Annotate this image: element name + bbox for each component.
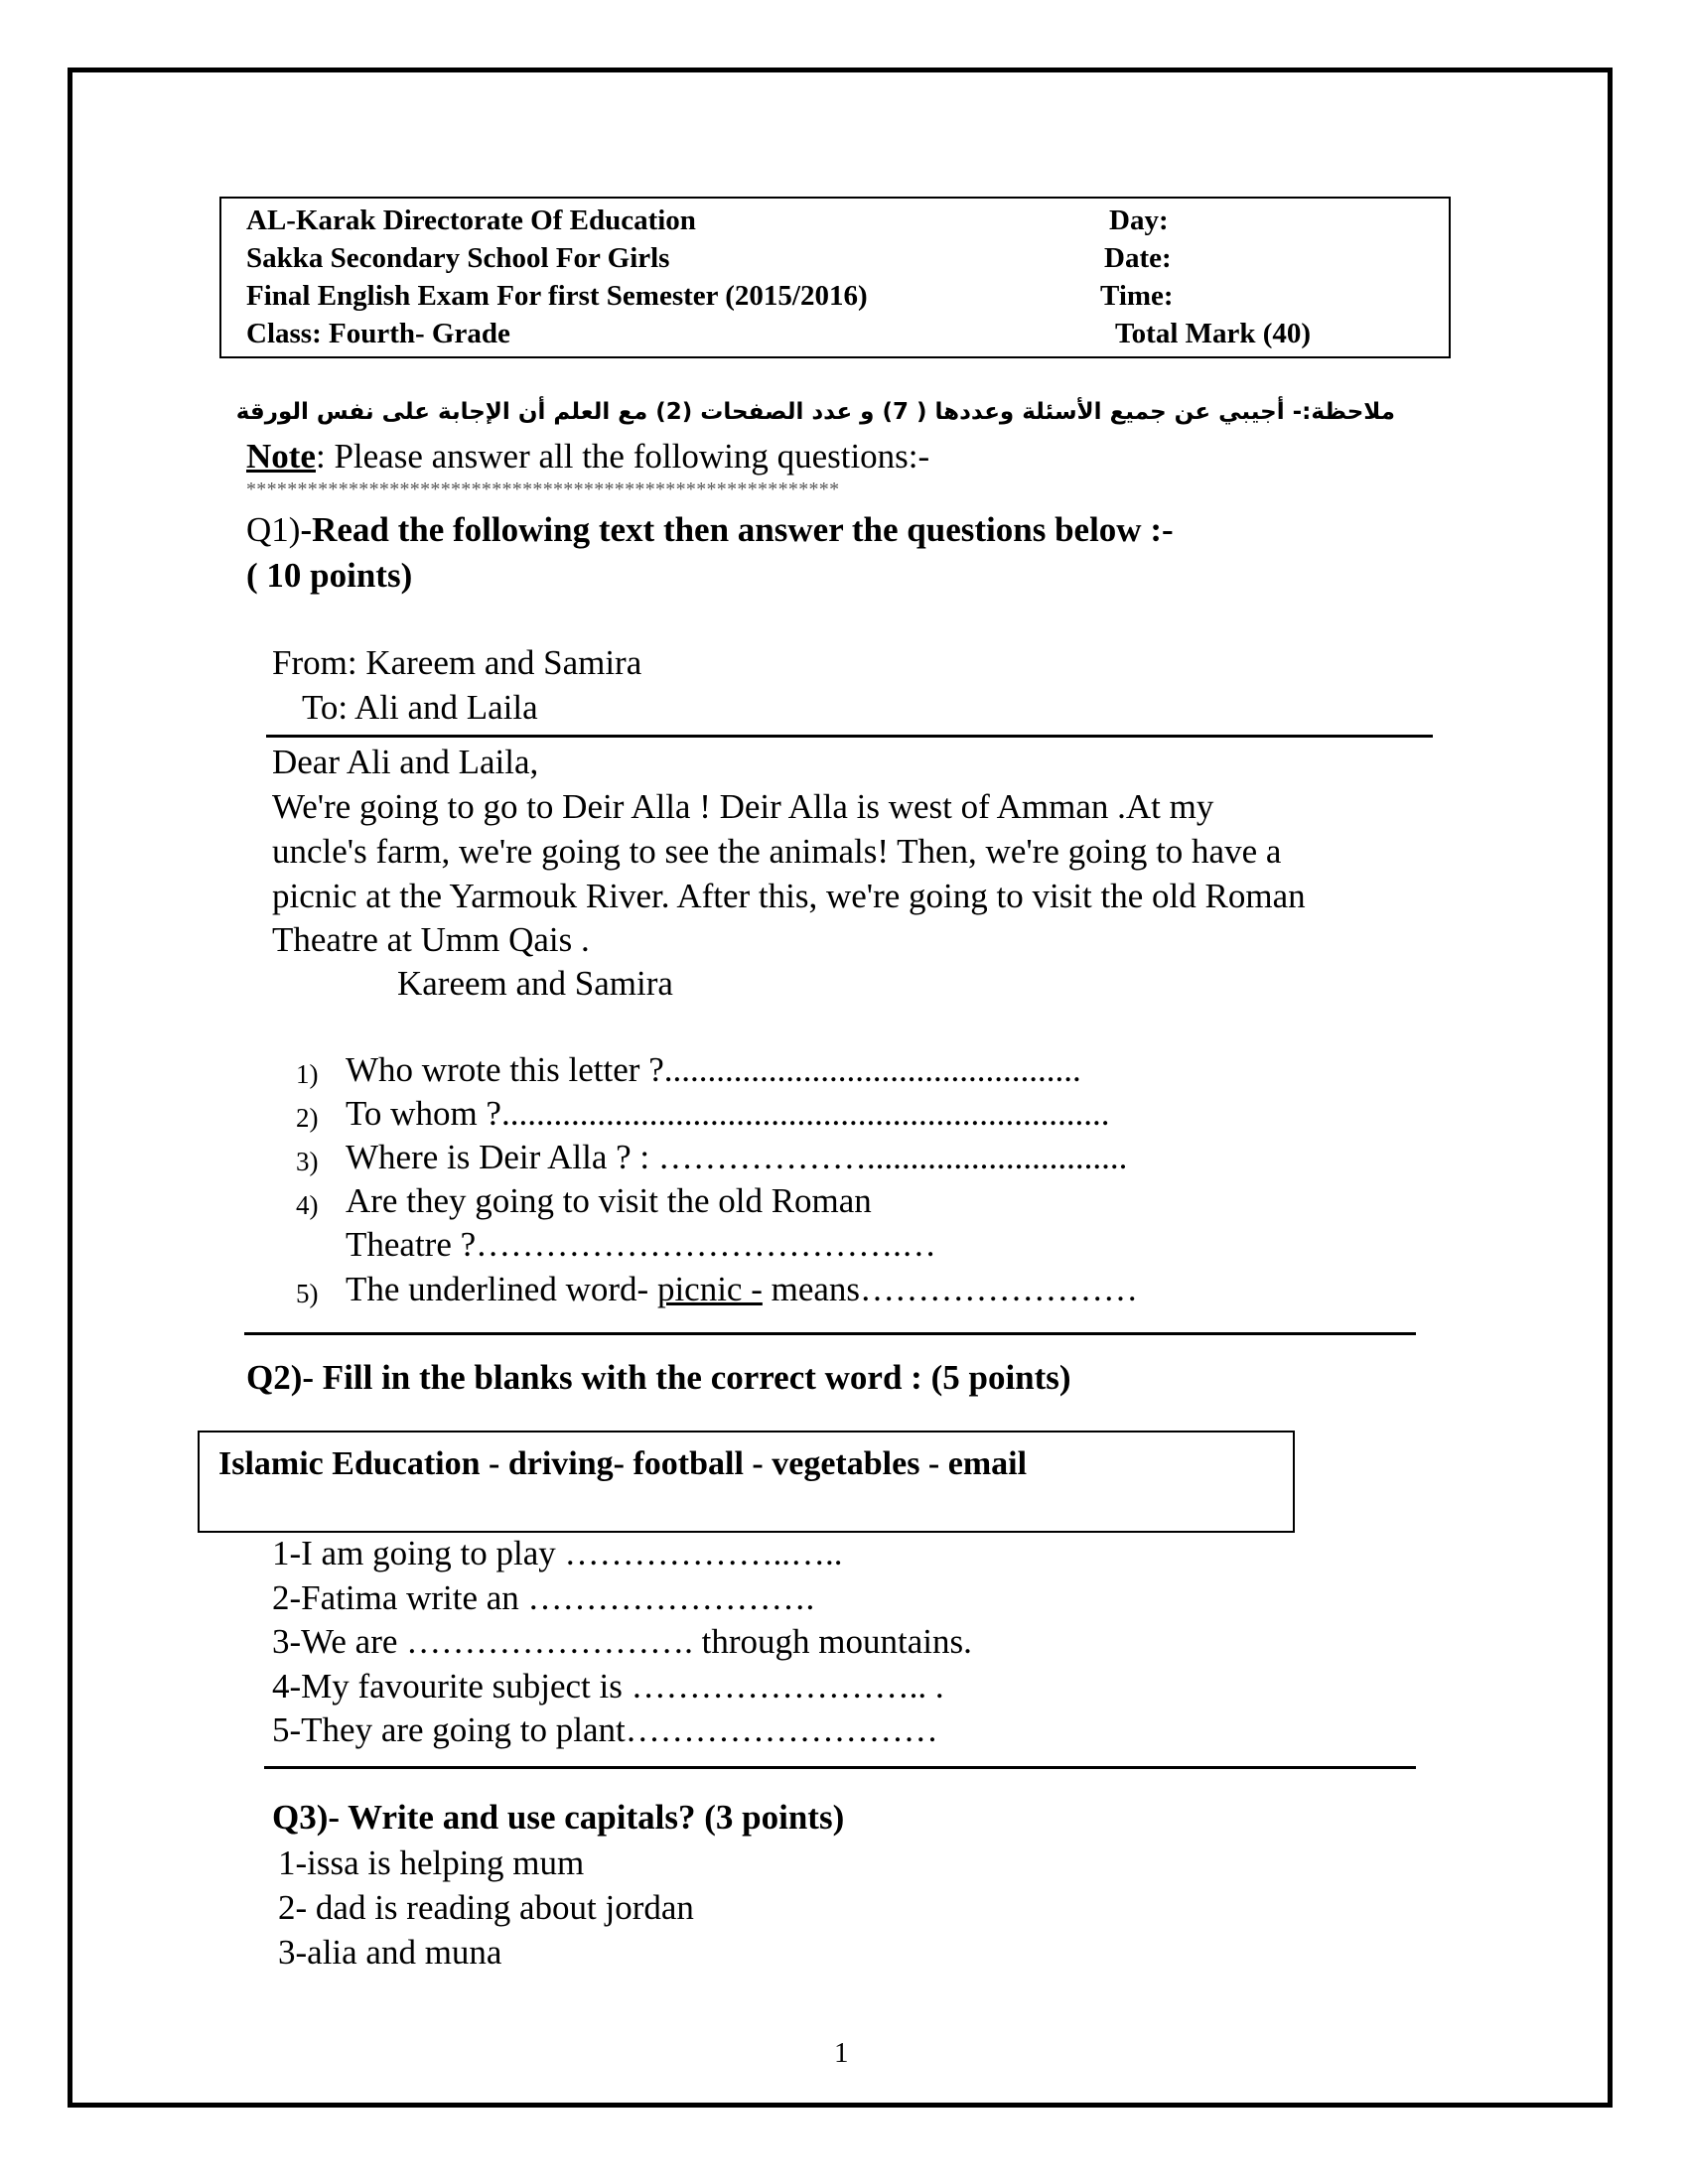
letter-from: From: Kareem and Samira <box>272 643 642 682</box>
question-text: Are they going to visit the old Roman <box>346 1181 872 1220</box>
question-number: 4) <box>296 1190 319 1220</box>
letter-line: uncle's farm, we're going to see the animals! Then, we're going to have a <box>272 832 1282 871</box>
letter-signature: Kareem and Samira <box>397 964 673 1003</box>
exam-title: Final English Exam For first Semester (2015/2016) <box>246 280 868 312</box>
time-field: Time: <box>1100 280 1174 312</box>
q2-title: Q2)- Fill in the blanks with the correct word : (5 points) <box>246 1358 1071 1397</box>
question-number: 5) <box>296 1279 319 1308</box>
day-field: Day: <box>1109 205 1169 236</box>
note-text: : Please answer all the following questions:- <box>315 437 930 476</box>
fill-blank-item: 4-My favourite subject is …………………….. . <box>272 1667 944 1706</box>
school-name: Sakka Secondary School For Girls <box>246 242 670 274</box>
fill-blank-item: 3-We are ……………………. through mountains. <box>272 1622 972 1661</box>
page-number: 1 <box>834 2037 849 2069</box>
class-label: Class: Fourth- Grade <box>246 318 510 349</box>
date-field: Date: <box>1104 242 1172 274</box>
capitals-item: 1-issa is helping mum <box>278 1843 585 1882</box>
underlined-word: picnic - <box>656 1270 763 1308</box>
q1-title <box>246 510 1174 550</box>
total-mark: Total Mark (40) <box>1115 318 1312 349</box>
letter-line: picnic at the Yarmouk River. After this, we're going to visit the old Roman <box>272 877 1306 915</box>
question-number: 2) <box>296 1103 319 1133</box>
section-divider <box>264 1766 1416 1769</box>
question-number: 1) <box>296 1059 319 1089</box>
q1-instruction: -Read the following text then answer the questions below :- <box>300 510 1174 549</box>
q1-points: ( 10 points) <box>246 556 413 595</box>
question-text: Where is Deir Alla ? : ……………….............................. <box>346 1138 1128 1176</box>
question-text: Who wrote this letter ?................................................ <box>346 1050 1081 1089</box>
note-line <box>246 437 929 477</box>
directorate: AL-Karak Directorate Of Education <box>246 205 696 236</box>
question-text-end: means…………………… <box>762 1270 1139 1308</box>
question-text <box>346 1270 1138 1309</box>
star-separator: ********************************************************** <box>246 478 840 500</box>
fill-blank-item: 1-I am going to play ………………..….. <box>272 1534 843 1572</box>
question-text-start: The underlined word- <box>346 1270 657 1308</box>
q1-prefix: Q1) <box>246 510 301 549</box>
capitals-item: 3-alia and muna <box>278 1933 502 1972</box>
letter-line: Theatre at Umm Qais . <box>272 920 590 959</box>
letter-to: To: Ali and Laila <box>302 688 538 727</box>
question-number: 3) <box>296 1147 319 1176</box>
capitals-item: 2- dad is reading about jordan <box>278 1888 694 1927</box>
section-divider <box>244 1332 1416 1335</box>
letter-line: We're going to go to Deir Alla ! Deir Alla is west of Amman .At my <box>272 787 1214 826</box>
note-label: Note <box>246 437 316 476</box>
fill-blank-item: 5-They are going to plant……………………… <box>272 1710 938 1749</box>
question-text-continued: Theatre ?……………………………….… <box>346 1225 936 1264</box>
q3-title: Q3)- Write and use capitals? (3 points) <box>272 1798 845 1837</box>
letter-divider <box>266 735 1433 738</box>
fill-blank-item: 2-Fatima write an ……………………. <box>272 1578 815 1617</box>
arabic-note: ملاحظة:- أجيبي عن جميع الأسئلة وعددها ( 7) و عدد الصفحات (2) مع العلم أن الإجابة على نفس الورقة <box>235 399 1395 425</box>
question-text: To whom ?...................................................................... <box>346 1094 1110 1133</box>
word-bank: Islamic Education - driving- football - vegetables - email <box>218 1445 1028 1482</box>
letter-greeting: Dear Ali and Laila, <box>272 743 539 781</box>
